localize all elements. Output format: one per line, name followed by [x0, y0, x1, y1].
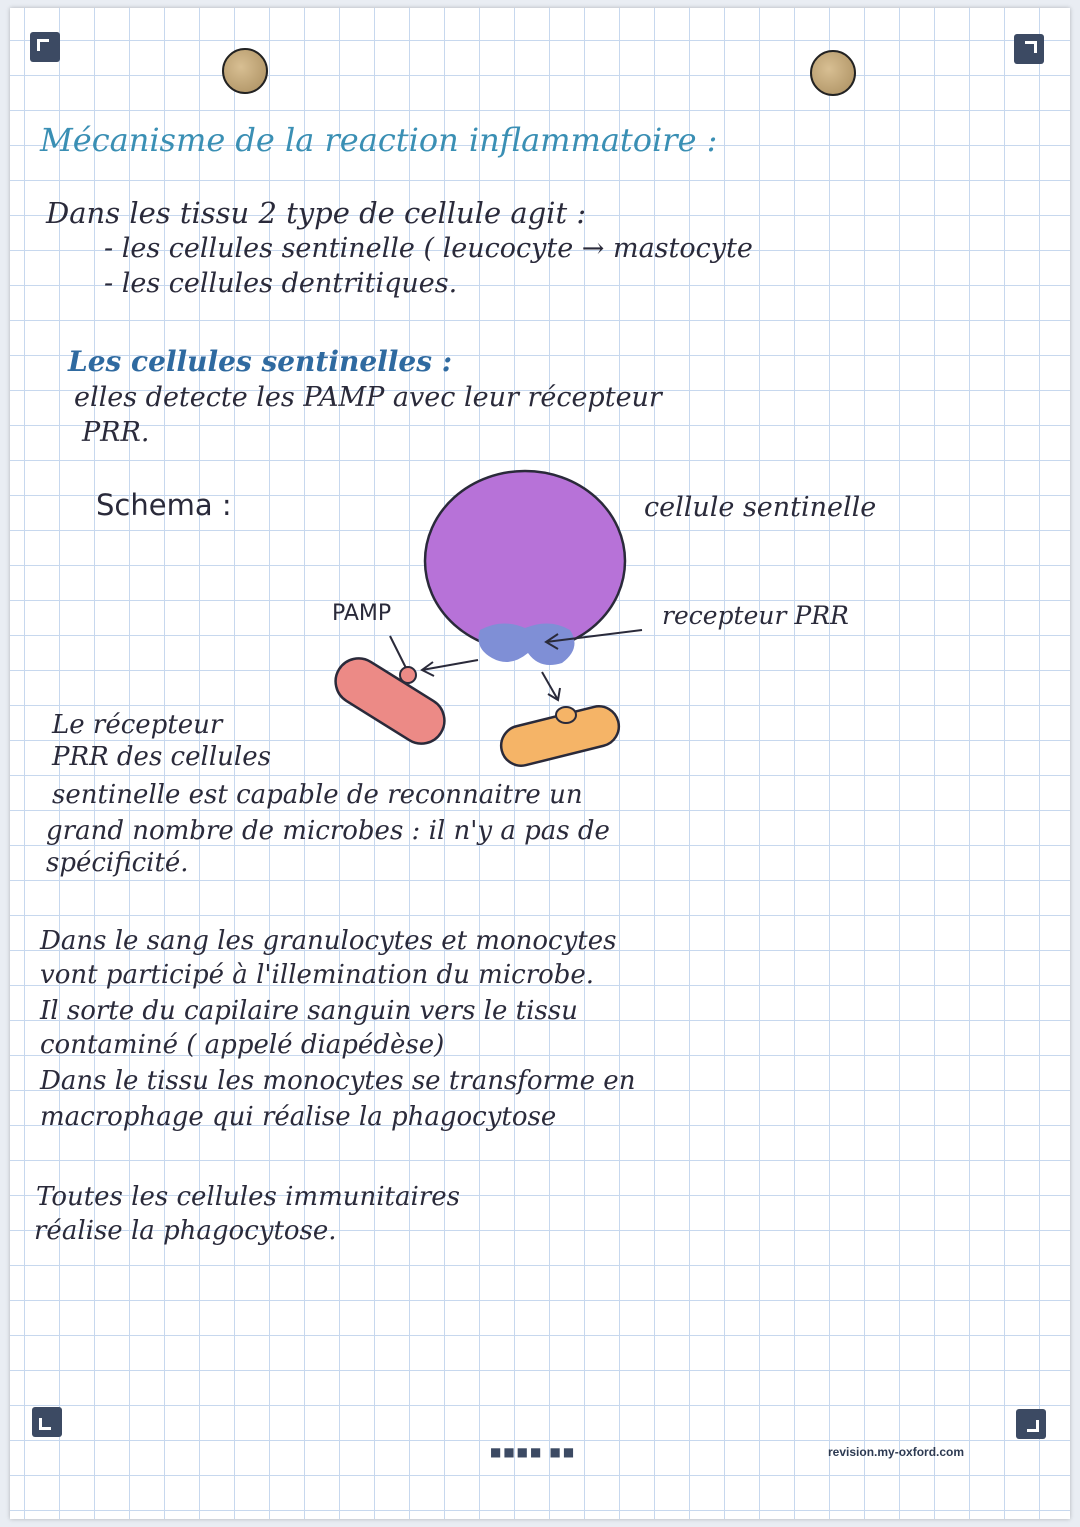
blood-text-line: Dans le tissu les monocytes se transforme en — [40, 1066, 636, 1096]
pamp-label: PAMP — [332, 601, 392, 626]
corner-mark-icon — [30, 32, 60, 62]
section-text: PRR. — [82, 417, 150, 448]
receptor-text-line: PRR des cellules — [52, 742, 271, 772]
schema-label: Schema : — [96, 488, 232, 522]
sentinel-cell-shape — [425, 471, 625, 651]
intro-text: Dans les tissu 2 type de cellule agit : — [46, 196, 587, 230]
receptor-text-line: spécificité. — [46, 848, 189, 878]
footer-url: revision.my-oxford.com — [828, 1445, 965, 1459]
arrow-bind — [422, 660, 478, 670]
punch-hole-icon — [810, 50, 856, 96]
section-heading: Les cellules sentinelles : — [68, 345, 453, 378]
cell-label: cellule sentinelle — [644, 492, 877, 523]
page-title: Mécanisme de la reaction inflammatoire : — [40, 121, 718, 159]
bacterium-orange-shape — [497, 702, 623, 770]
punch-hole-icon — [222, 48, 268, 94]
corner-mark-icon — [32, 1407, 62, 1437]
footer-mark: ■■■■ ■■ — [490, 1445, 577, 1459]
intro-item: - les cellules sentinelle ( leucocyte → mastocyte — [104, 233, 753, 264]
notebook-sheet — [10, 8, 1070, 1519]
arrow-pamp — [390, 636, 406, 668]
arrow-receptor — [546, 630, 642, 642]
receptor-text-line: Le récepteur — [52, 710, 223, 740]
blood-text-line: Dans le sang les granulocytes et monocytes — [40, 926, 617, 956]
arrow-down — [542, 672, 558, 700]
receptor-shape — [479, 623, 575, 665]
intro-item: - les cellules dentritiques. — [104, 268, 458, 299]
corner-mark-icon — [1014, 34, 1044, 64]
conclusion-line: Toutes les cellules immunitaires — [36, 1182, 460, 1212]
bacterium-red-shape — [327, 650, 453, 753]
section-text: elles detecte les PAMP avec leur récepteur — [74, 382, 662, 413]
receptor-text-line: grand nombre de microbes : il n'y a pas de — [46, 816, 610, 846]
blood-text-line: macrophage qui réalise la phagocytose — [40, 1102, 557, 1132]
pamp-shape — [400, 667, 416, 683]
corner-mark-icon — [1016, 1409, 1046, 1439]
blood-text-line: vont participé à l'illemination du microbe. — [40, 960, 595, 990]
receptor-label: recepteur PRR — [662, 601, 849, 630]
blood-text-line: Il sorte du capilaire sanguin vers le tissu — [40, 996, 578, 1026]
conclusion-line: réalise la phagocytose. — [34, 1216, 337, 1246]
pamp-orange-shape — [556, 707, 576, 723]
receptor-text-line: sentinelle est capable de reconnaitre un — [52, 780, 583, 810]
blood-text-line: contaminé ( appelé diapédèse) — [40, 1030, 445, 1060]
